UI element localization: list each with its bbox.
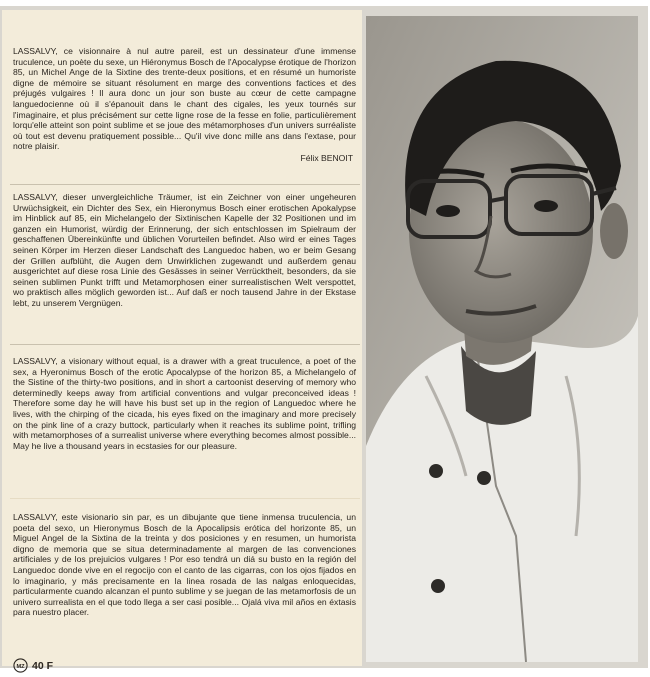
price-tag — [13, 658, 53, 673]
price-label: 40 F — [32, 659, 54, 672]
divider — [10, 498, 360, 499]
german-text: LASSALVY, dieser unvergleichliche Träumer, ist ein Zeichner von einer ungeheuren Urwüchsigkeit, ein Dichter des Sex, ein Hieronymus Bosch einer erotischen Apokalypse im Hinblick auf 85, ein Michelangelo der Sixtinischen Kapelle der 32 Positionen und im ganzen ein Humorist, würdig der Erinnerung, der sich entschlossen im Spielraum der geschaffenen Übereinkünfte und üblichen Vorurteilen befindet. Also wird er eines Tages seinen Körper im Herzen dieser Landschaft des Languedoc haben, wo er beim Gesang der Grillen aufblüht, die Augen dem Unwirklichen zugewandt und außerdem genau ausgerichtet auf diese rosa Linie des Gesässes in seiner Verrücktheit, besonders, da sie seinen sublimen Punkt trifft und Metamorphosen einer surrealistischen Welt verspottet, wo praktisch alles möglich geworden ist... Auf daß er noch tausend Jahre in der Ekstase lebt, zu unserem Vergnügen. — [13, 192, 356, 308]
french-paragraph: LASSALVY, ce visionnaire à nul autre pareil, est un dessinateur d'une immense truculence, un poète du sexe, un Hiéronymus Bosch de l'Apocalypse érotique de l'horizon 85, un Michel Ange de la Sixtine des trente-deux positions, et en résumé un humoriste digne de mémoire se situant résolument en marge des conventions factices et des préjugés vulgaires ! Il aura donc un jour son buste au cœur de cette campagne languedocienne où il s'épanouit dans le chant des cigales, les yeux tournés sur l'imaginaire, et plus précisément sur cette ligne rose de la fesse en folie, particulièrement lorqu'elle atteint son point sublime et se joue des métamorphoses d'un univers surréaliste où tout est devenu pratiquement possible... Qu'il vive donc mille ans dans l'extase, pour notre plaisir. — [13, 46, 356, 152]
text-panel — [2, 10, 362, 672]
divider — [10, 344, 360, 345]
author-portrait-photo — [366, 16, 638, 662]
publisher-logo-text: MZ — [16, 663, 25, 670]
divider — [10, 184, 360, 185]
french-text — [13, 46, 356, 164]
book-back-cover — [0, 6, 648, 672]
english-text: LASSALVY, a visionary without equal, is a drawer with a great truculence, a poet of the sex, a Hyeronimus Bosch of the erotic Apocalypse of the horizon 85, a Michelangelo of the Sistine of the thirty-two positions, and in short a cartoonist deserving of memory who determinedly keeps away from artificial conventions and vulgar preconceived ideas ! Therefore some day he will have his bust set up in the region of Languedoc where he lives, with the chirping of the cicada, his eyes fixed on the imaginary and more precisely on the pink line of a crazy buttock, particularly when it reaches its sublime point, trifling with metamorphoses of a surrealist universe where everything becomes almost possible... May he live a thousand years in ecstasies for our pleasure. — [13, 356, 356, 451]
portrait-illustration — [366, 16, 638, 662]
spanish-text: LASSALVY, este visionario sin par, es un dibujante que tiene inmensa truculencia, un poeta del sexo, un Hieronymus Bosch de la Apocalipsis erótica del horizonte 85, un Miguel Angel de la Sixtina de la treinta y dos posiciones y en resumen, un humorista digno de memoria que se situa determinadamente al margen de las convenciones artificiales y de los prejuicios vulgares ! Por eso tendrá un diá su busto en la región del Languedoc donde vive en el regocijo con el canto de las cigarras, con los ojos fijados en lo imaginario, y más precisamente en la linea rosada de las nalgas enloquecidas, particularmente cuando alcanzan el punto sublime y se juegan de las metamorfosis de un univero surrealista en el que todo llega a ser casi posible... Ojalá viva mil años en éxtasis para nuestro placer. — [13, 512, 356, 618]
publisher-logo-icon — [13, 658, 28, 673]
signature: Félix BENOIT — [300, 152, 353, 163]
